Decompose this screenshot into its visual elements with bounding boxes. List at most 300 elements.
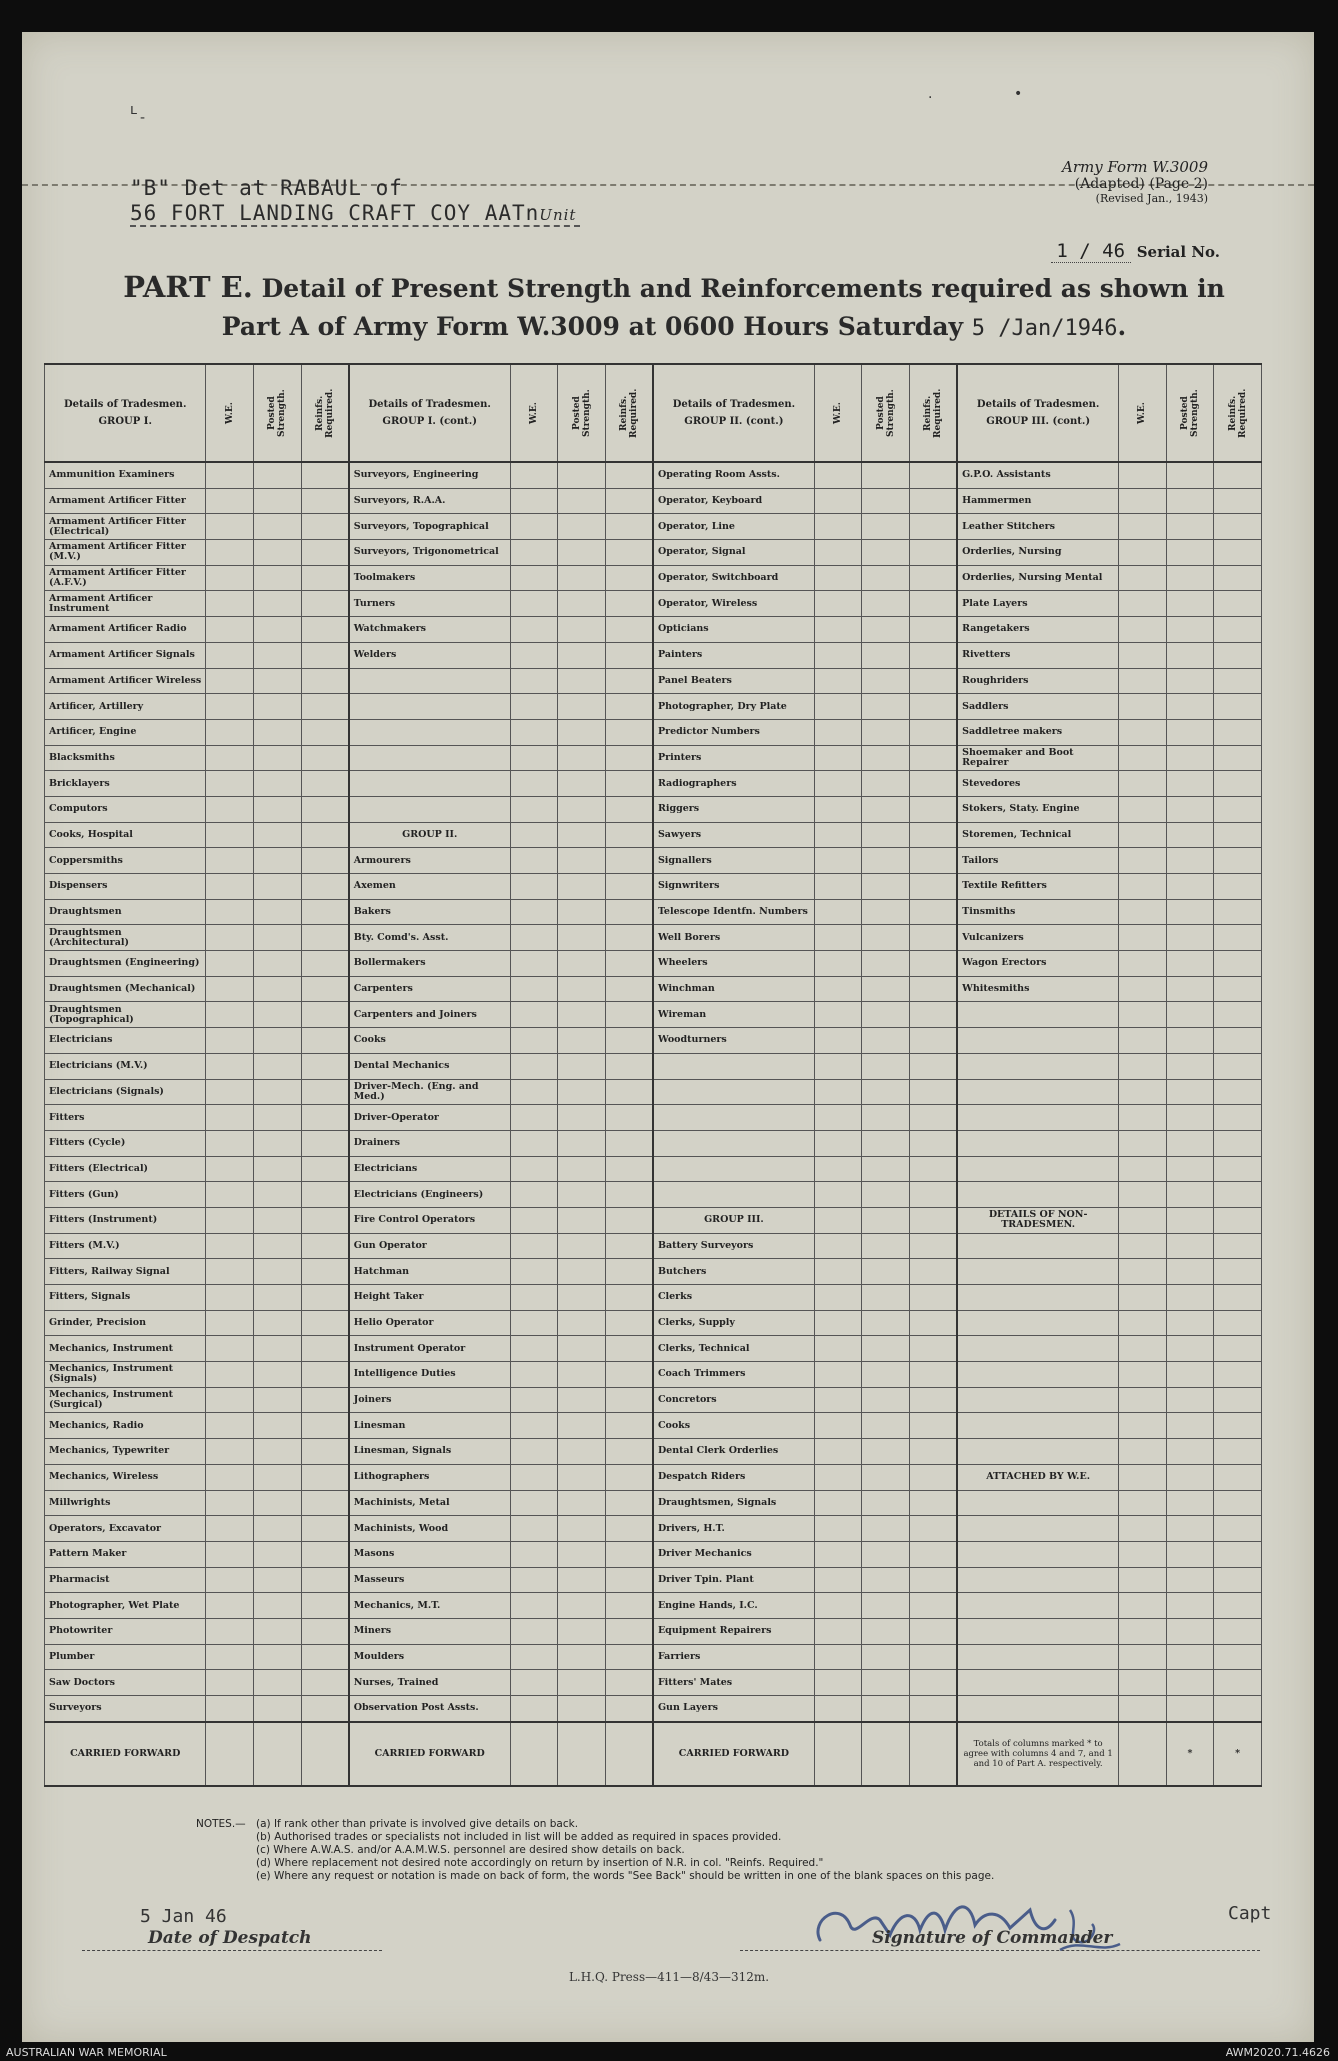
entry-cell <box>301 1053 349 1079</box>
table-row <box>45 1696 1262 1722</box>
trade-cell: Storemen, Technical <box>957 822 1118 848</box>
entry-cell <box>1214 1387 1262 1413</box>
carried-forward-cell <box>605 1722 653 1786</box>
entry-cell <box>1214 1079 1262 1105</box>
entry-cell <box>301 1387 349 1413</box>
commander-rank: Capt <box>1228 1903 1272 1924</box>
entry-cell <box>206 822 254 848</box>
entry-cell <box>301 565 349 591</box>
entry-cell <box>206 1362 254 1388</box>
trade-cell: Farriers <box>653 1644 814 1670</box>
entry-cell <box>862 1516 910 1542</box>
entry-cell <box>510 1644 558 1670</box>
trade-cell: Ammunition Examiners <box>45 462 206 488</box>
entry-cell <box>510 1182 558 1208</box>
table-row <box>45 771 1262 797</box>
entry-cell <box>206 591 254 617</box>
trade-cell: Rangetakers <box>957 617 1118 643</box>
entry-cell <box>558 1593 606 1619</box>
trade-cell <box>653 1182 814 1208</box>
entry-cell <box>206 1079 254 1105</box>
entry-cell <box>1119 745 1167 771</box>
entry-cell <box>1119 668 1167 694</box>
trade-cell: Operator, Keyboard <box>653 488 814 514</box>
trade-cell: Turners <box>349 591 510 617</box>
carried-forward-cell <box>510 1722 558 1786</box>
trade-cell: Fitters, Signals <box>45 1285 206 1311</box>
entry-cell <box>510 1567 558 1593</box>
entry-cell <box>1214 925 1262 951</box>
total-marker: * <box>1214 1722 1262 1786</box>
entry-cell <box>605 617 653 643</box>
entry-cell <box>1214 1490 1262 1516</box>
trade-cell: Well Borers <box>653 925 814 951</box>
trade-cell: Bty. Comd's. Asst. <box>349 925 510 951</box>
entry-cell <box>1119 1464 1167 1490</box>
entry-cell <box>814 1285 862 1311</box>
entry-cell <box>862 617 910 643</box>
entry-cell <box>814 899 862 925</box>
trade-cell: Dental Clerk Orderlies <box>653 1439 814 1465</box>
entry-cell <box>510 1156 558 1182</box>
entry-cell <box>1166 1079 1214 1105</box>
trade-cell: Engine Hands, I.C. <box>653 1593 814 1619</box>
entry-cell <box>510 1670 558 1696</box>
trade-cell: Drainers <box>349 1130 510 1156</box>
trade-cell: Fitters (Gun) <box>45 1182 206 1208</box>
entry-cell <box>862 1644 910 1670</box>
entry-cell <box>910 1285 958 1311</box>
trade-cell: Draughtsmen, Signals <box>653 1490 814 1516</box>
entry-cell <box>558 719 606 745</box>
entry-cell <box>862 488 910 514</box>
table-row <box>45 1464 1262 1490</box>
entry-cell <box>814 1541 862 1567</box>
trade-cell: Electricians <box>349 1156 510 1182</box>
entry-cell <box>814 976 862 1002</box>
trade-cell: Mechanics, Instrument <box>45 1336 206 1362</box>
entry-cell <box>510 1490 558 1516</box>
entry-cell <box>558 1285 606 1311</box>
entry-cell <box>301 1413 349 1439</box>
entry-cell <box>1119 1002 1167 1028</box>
entry-cell <box>558 462 606 488</box>
entry-cell <box>862 1182 910 1208</box>
entry-cell <box>1214 822 1262 848</box>
entry-cell <box>206 1593 254 1619</box>
table-row <box>45 1310 1262 1336</box>
entry-cell <box>301 899 349 925</box>
entry-cell <box>301 771 349 797</box>
entry-cell <box>814 1028 862 1054</box>
entry-cell <box>206 1233 254 1259</box>
entry-cell <box>814 1002 862 1028</box>
entry-cell <box>254 540 302 566</box>
trade-cell: Tinsmiths <box>957 899 1118 925</box>
entry-cell <box>510 1310 558 1336</box>
entry-cell <box>301 1464 349 1490</box>
entry-cell <box>1214 1259 1262 1285</box>
trade-cell <box>349 694 510 720</box>
trade-cell: Electricians (Engineers) <box>349 1182 510 1208</box>
entry-cell <box>605 642 653 668</box>
entry-cell <box>910 488 958 514</box>
entry-cell <box>558 1079 606 1105</box>
entry-cell <box>1166 1541 1214 1567</box>
entry-cell <box>254 488 302 514</box>
entry-cell <box>862 745 910 771</box>
entry-cell <box>206 1490 254 1516</box>
column-header-label: W.E. <box>833 402 844 424</box>
entry-cell <box>558 1439 606 1465</box>
entry-cell <box>862 462 910 488</box>
trade-cell: Bricklayers <box>45 771 206 797</box>
entry-cell <box>254 719 302 745</box>
entry-cell <box>910 1644 958 1670</box>
entry-cell <box>301 694 349 720</box>
entry-cell <box>910 1310 958 1336</box>
entry-cell <box>862 951 910 977</box>
entry-cell <box>862 1207 910 1233</box>
entry-cell <box>814 1439 862 1465</box>
entry-cell <box>910 1567 958 1593</box>
trade-cell: Gun Operator <box>349 1233 510 1259</box>
trade-cell: Saddletree makers <box>957 719 1118 745</box>
table-row <box>45 1387 1262 1413</box>
table-row <box>45 488 1262 514</box>
entry-cell <box>206 771 254 797</box>
trade-cell: Hammermen <box>957 488 1118 514</box>
carried-forward-cell <box>558 1722 606 1786</box>
column-header-label: W.E. <box>528 402 539 424</box>
entry-cell <box>254 1207 302 1233</box>
entry-cell <box>558 1362 606 1388</box>
entry-cell <box>254 1387 302 1413</box>
entry-cell <box>862 1028 910 1054</box>
entry-cell <box>558 1207 606 1233</box>
trade-cell: Draughtsmen <box>45 899 206 925</box>
entry-cell <box>1166 1439 1214 1465</box>
trade-cell: Machinists, Metal <box>349 1490 510 1516</box>
entry-cell <box>1214 1053 1262 1079</box>
trade-cell: Stevedores <box>957 771 1118 797</box>
entry-cell <box>1166 1310 1214 1336</box>
entry-cell <box>1119 1336 1167 1362</box>
entry-cell <box>510 796 558 822</box>
table-row <box>45 1490 1262 1516</box>
trade-cell: Electricians <box>45 1028 206 1054</box>
entry-cell <box>254 694 302 720</box>
entry-cell <box>814 1413 862 1439</box>
entry-cell <box>814 1336 862 1362</box>
entry-cell <box>558 1233 606 1259</box>
column-header <box>814 364 862 462</box>
entry-cell <box>862 1130 910 1156</box>
table-row <box>45 1516 1262 1542</box>
entry-cell <box>814 1696 862 1722</box>
entry-cell <box>301 1490 349 1516</box>
despatch-date-label: Date of Despatch <box>148 1928 312 1948</box>
trade-cell: Armament Artificer Radio <box>45 617 206 643</box>
trade-cell <box>349 668 510 694</box>
trade-cell: Operator, Switchboard <box>653 565 814 591</box>
entry-cell <box>814 1156 862 1182</box>
trade-cell: Nurses, Trained <box>349 1670 510 1696</box>
column-header-label: Reinfs. Required. <box>923 388 944 438</box>
trade-cell: Drivers, H.T. <box>653 1516 814 1542</box>
trade-cell <box>957 1336 1118 1362</box>
entry-cell <box>1214 1028 1262 1054</box>
entry-cell <box>814 1387 862 1413</box>
entry-cell <box>814 1207 862 1233</box>
entry-cell <box>510 1285 558 1311</box>
entry-cell <box>301 591 349 617</box>
trade-cell: Surveyors, Trigonometrical <box>349 540 510 566</box>
trade-cell: Equipment Repairers <box>653 1618 814 1644</box>
entry-cell <box>605 1053 653 1079</box>
entry-cell <box>510 899 558 925</box>
entry-cell <box>510 745 558 771</box>
entry-cell <box>1214 719 1262 745</box>
trade-cell <box>957 1079 1118 1105</box>
entry-cell <box>1119 642 1167 668</box>
notes-label: NOTES.— <box>196 1818 246 1830</box>
entry-cell <box>301 1310 349 1336</box>
entry-cell <box>206 1644 254 1670</box>
entry-cell <box>814 1310 862 1336</box>
entry-cell <box>814 1259 862 1285</box>
trade-cell: Cooks <box>349 1028 510 1054</box>
trade-cell: Armament Artificer Instrument <box>45 591 206 617</box>
entry-cell <box>910 540 958 566</box>
entry-cell <box>558 1156 606 1182</box>
trade-cell <box>957 1105 1118 1131</box>
entry-cell <box>605 925 653 951</box>
table-row <box>45 745 1262 771</box>
trade-cell: Armament Artificer Wireless <box>45 668 206 694</box>
heading-line-1: Detail of Present Strength and Reinforcements required as shown in <box>261 274 1225 303</box>
trade-cell: Axemen <box>349 874 510 900</box>
heading-date: 5 /Jan/194 <box>971 316 1105 341</box>
group-header <box>957 364 1118 462</box>
entry-cell <box>301 1259 349 1285</box>
entry-cell <box>254 1644 302 1670</box>
entry-cell <box>558 617 606 643</box>
entry-cell <box>558 1490 606 1516</box>
entry-cell <box>862 796 910 822</box>
table-row <box>45 1670 1262 1696</box>
trade-cell: Winchman <box>653 976 814 1002</box>
table-row <box>45 1079 1262 1105</box>
trade-cell <box>957 1130 1118 1156</box>
entry-cell <box>510 642 558 668</box>
entry-cell <box>254 1413 302 1439</box>
trade-cell <box>957 1285 1118 1311</box>
table-row <box>45 462 1262 488</box>
entry-cell <box>1166 848 1214 874</box>
entry-cell <box>206 1105 254 1131</box>
trade-cell: Hatchman <box>349 1259 510 1285</box>
entry-cell <box>910 1593 958 1619</box>
table-row <box>45 976 1262 1002</box>
form-heading <box>70 268 1278 348</box>
trade-cell: Despatch Riders <box>653 1464 814 1490</box>
trade-cell: Leather Stitchers <box>957 514 1118 540</box>
trade-cell: Carpenters <box>349 976 510 1002</box>
entry-cell <box>1214 514 1262 540</box>
entry-cell <box>814 565 862 591</box>
entry-cell <box>1119 1490 1167 1516</box>
table-row <box>45 822 1262 848</box>
entry-cell <box>510 1130 558 1156</box>
entry-cell <box>254 1130 302 1156</box>
trade-cell: Driver Tpin. Plant <box>653 1567 814 1593</box>
entry-cell <box>605 591 653 617</box>
entry-cell <box>510 1696 558 1722</box>
trade-cell <box>653 1079 814 1105</box>
entry-cell <box>1166 1156 1214 1182</box>
entry-cell <box>206 617 254 643</box>
trade-cell: Blacksmiths <box>45 745 206 771</box>
entry-cell <box>910 1207 958 1233</box>
commander-signature-label: Signature of Commander <box>872 1928 1113 1948</box>
carried-forward-label: CARRIED FORWARD <box>653 1722 814 1786</box>
trade-cell: Predictor Numbers <box>653 719 814 745</box>
entry-cell <box>814 822 862 848</box>
entry-cell <box>558 1618 606 1644</box>
entry-cell <box>510 514 558 540</box>
column-header-label: W.E. <box>224 402 235 424</box>
entry-cell <box>1214 848 1262 874</box>
trade-cell: GROUP III. <box>653 1207 814 1233</box>
entry-cell <box>1214 540 1262 566</box>
trade-cell <box>349 771 510 797</box>
entry-cell <box>206 1310 254 1336</box>
entry-cell <box>206 668 254 694</box>
entry-cell <box>862 1593 910 1619</box>
entry-cell <box>1119 1053 1167 1079</box>
entry-cell <box>558 771 606 797</box>
trade-cell: Clerks, Technical <box>653 1336 814 1362</box>
entry-cell <box>862 1105 910 1131</box>
entry-cell <box>605 1362 653 1388</box>
entry-cell <box>558 1696 606 1722</box>
trade-cell: Operator, Line <box>653 514 814 540</box>
entry-cell <box>814 745 862 771</box>
column-header-label: Reinfs. Required. <box>1227 388 1248 438</box>
trade-cell: Fitters (Cycle) <box>45 1130 206 1156</box>
entry-cell <box>254 1182 302 1208</box>
entry-cell <box>510 771 558 797</box>
trade-cell: Photographer, Wet Plate <box>45 1593 206 1619</box>
table-row <box>45 1644 1262 1670</box>
trade-cell: Surveyors, Engineering <box>349 462 510 488</box>
entry-cell <box>1119 1182 1167 1208</box>
entry-cell <box>254 796 302 822</box>
table-row <box>45 694 1262 720</box>
column-header <box>1166 364 1214 462</box>
entry-cell <box>910 1233 958 1259</box>
entry-cell <box>862 1362 910 1388</box>
entry-cell <box>301 976 349 1002</box>
entry-cell <box>301 1593 349 1619</box>
entry-cell <box>814 848 862 874</box>
entry-cell <box>814 514 862 540</box>
entry-cell <box>1119 1285 1167 1311</box>
strength-table <box>44 363 1262 1787</box>
entry-cell <box>605 874 653 900</box>
group-header <box>653 364 814 462</box>
entry-cell <box>558 925 606 951</box>
entry-cell <box>254 771 302 797</box>
trade-cell: Bollermakers <box>349 951 510 977</box>
carried-forward-cell <box>301 1722 349 1786</box>
entry-cell <box>1214 1182 1262 1208</box>
entry-cell <box>254 1079 302 1105</box>
entry-cell <box>910 822 958 848</box>
entry-cell <box>862 874 910 900</box>
table-row <box>45 668 1262 694</box>
entry-cell <box>301 1696 349 1722</box>
column-header <box>510 364 558 462</box>
trade-cell: Fitters (Instrument) <box>45 1207 206 1233</box>
entry-cell <box>206 462 254 488</box>
entry-cell <box>301 1028 349 1054</box>
strength-table-wrap <box>44 363 1262 1787</box>
entry-cell <box>510 668 558 694</box>
entry-cell <box>910 1439 958 1465</box>
entry-cell <box>814 488 862 514</box>
trade-cell: Plumber <box>45 1644 206 1670</box>
entry-cell <box>605 1541 653 1567</box>
trade-cell: Bakers <box>349 899 510 925</box>
trade-cell <box>957 1233 1118 1259</box>
entry-cell <box>1166 617 1214 643</box>
trade-cell: Joiners <box>349 1387 510 1413</box>
entry-cell <box>1214 462 1262 488</box>
entry-cell <box>605 1593 653 1619</box>
entry-cell <box>254 1567 302 1593</box>
entry-cell <box>301 1618 349 1644</box>
trade-cell: Operator, Wireless <box>653 591 814 617</box>
table-row <box>45 1618 1262 1644</box>
archive-credit: AUSTRALIAN WAR MEMORIAL <box>6 2046 167 2059</box>
entry-cell <box>1214 1002 1262 1028</box>
entry-cell <box>1214 951 1262 977</box>
entry-cell <box>814 591 862 617</box>
entry-cell <box>206 540 254 566</box>
entry-cell <box>910 694 958 720</box>
trade-cell: Mechanics, Wireless <box>45 1464 206 1490</box>
entry-cell <box>1119 1310 1167 1336</box>
table-row <box>45 1567 1262 1593</box>
entry-cell <box>910 1130 958 1156</box>
entry-cell <box>862 976 910 1002</box>
trade-cell <box>957 1259 1118 1285</box>
heading-date-year: 6 <box>1104 316 1118 341</box>
entry-cell <box>1214 1207 1262 1233</box>
column-header <box>301 364 349 462</box>
entry-cell <box>206 1053 254 1079</box>
entry-cell <box>510 1516 558 1542</box>
entry-cell <box>558 1053 606 1079</box>
trade-cell: Photographer, Dry Plate <box>653 694 814 720</box>
entry-cell <box>862 1336 910 1362</box>
note-a: (a) If rank other than private is involved give details on back. <box>256 1818 579 1830</box>
trade-cell: Wagon Erectors <box>957 951 1118 977</box>
entry-cell <box>1214 1310 1262 1336</box>
entry-cell <box>206 1618 254 1644</box>
